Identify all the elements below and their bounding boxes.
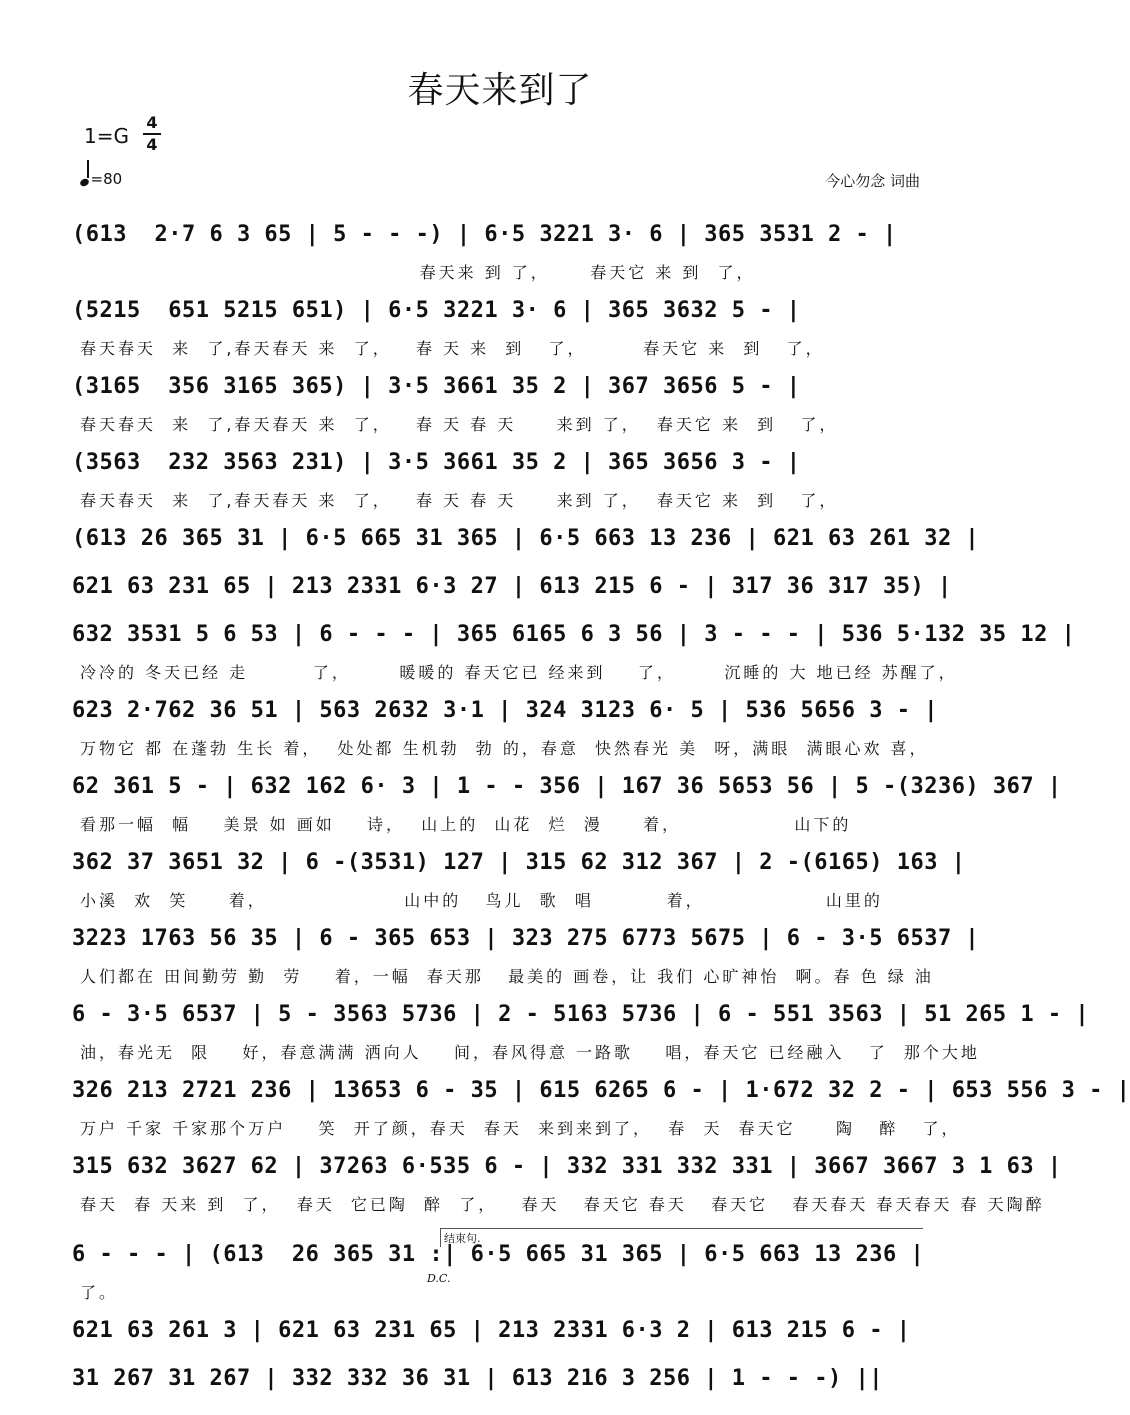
dc-mark: D.C. (427, 1272, 451, 1285)
notation-row: (613 26 365 31 | 6·5 665 31 365 | 6·5 663 13 236 | 621 63 261 32 | (72, 526, 980, 551)
notation-row: 3223 1763 56 35 | 6 - 365 653 | 323 275 6773 5675 | 6 - 3·5 6537 | (72, 926, 980, 951)
lyric-row: 春天来 到 了， 春天它 来 到 了， (80, 263, 756, 282)
notation-row: 6 - - - | (613 26 365 31 :| 6·5 665 31 365 | 6·5 663 13 236 | (72, 1242, 925, 1267)
notation-row: 6 - 3·5 6537 | 5 - 3563 5736 | 2 - 5163 5736 | 6 - 551 3563 | 51 265 1 - | (72, 1002, 1090, 1027)
notation-row: (5215 651 5215 651) | 6·5 3221 3· 6 | 365 3632 5 - | (72, 298, 801, 323)
notation-row: 31 267 31 267 | 332 332 36 31 | 613 216 3 256 | 1 - - -) || (72, 1366, 883, 1391)
lyric-row: 小溪 欢 笑 着， 山中的 鸟儿 歌 唱 着， 山里的 (80, 891, 883, 910)
notation-row: 326 213 2721 236 | 13653 6 - 35 | 615 6265 6 - | 1·672 32 2 - | 653 556 3 - | (72, 1078, 1130, 1103)
key-signature: 1=G (84, 124, 129, 148)
notation-row: (3563 232 3563 231) | 3·5 3661 35 2 | 365 3656 3 - | (72, 450, 801, 475)
tempo-marking (80, 166, 122, 188)
lyric-row: 了。 (80, 1283, 119, 1302)
lyric-row: 万物它 都 在蓬勃 生长 着， 处处都 生机勃 勃 的，春意 快然春光 美 呀，满眼 满眼心欢 喜， (80, 739, 929, 758)
quarter-note-icon (79, 177, 90, 187)
lyric-row: 春天春天 来 了,春天春天 来 了， 春 天 来 到 了， 春天它 来 到 了， (80, 339, 825, 358)
notation-row: 362 37 3651 32 | 6 -(3531) 127 | 315 62 312 367 | 2 -(6165) 163 | (72, 850, 966, 875)
lyric-row: 春天春天 来 了,春天春天 来 了， 春 天 春 天 来到 了， 春天它 来 到 了， (80, 491, 839, 510)
notation-row: 62 361 5 - | 632 162 6· 3 | 1 - - 356 | 167 36 5653 56 | 5 -(3236) 367 | (72, 774, 1062, 799)
lyric-row: 人们都在 田间勤劳 勤 劳 着，一幅 春天那 最美的 画卷，让 我们 心旷神怡 啊。春 色 绿 油 (80, 967, 934, 986)
page-title: 春天来到了 (407, 70, 593, 111)
notation-row: 315 632 3627 62 | 37263 6·535 6 - | 332 331 332 331 | 3667 3667 3 1 63 | (72, 1154, 1062, 1179)
tempo-value: =80 (90, 170, 123, 188)
lyric-row: 油，春光无 限 好，春意满满 洒向人 间，春风得意 一路歌 唱，春天它 已经融入 了 那个大地 (80, 1043, 980, 1062)
time-signature-bottom: 4 (146, 135, 158, 154)
lyric-row: 看那一幅 幅 美景 如 画如 诗， 山上的 山花 烂 漫 着， 山下的 (80, 815, 852, 834)
notation-row: 621 63 231 65 | 213 2331 6·3 27 | 613 215 6 - | 317 36 317 35) | (72, 574, 952, 599)
composer-credit: 今心勿念 词曲 (825, 172, 920, 190)
quarter-note-stem (87, 160, 89, 178)
notation-row: 632 3531 5 6 53 | 6 - - - | 365 6165 6 3 56 | 3 - - - | 536 5·132 35 12 | (72, 622, 1076, 647)
ending-label: 结束句. (440, 1228, 923, 1247)
lyric-row: 春天 春 天来 到 了， 春天 它已陶 醉 了， 春天 春天它 春天 春天它 春天春天 春天春天 春 天陶醉 (80, 1195, 1045, 1214)
notation-row: 623 2·762 36 51 | 563 2632 3·1 | 324 3123 6· 5 | 536 5656 3 - | (72, 698, 938, 723)
lyric-row: 万户 千家 千家那个万户 笑 开了颜，春天 春天 来到来到了， 春 天 春天它 陶 醉 了， (80, 1119, 961, 1138)
lyric-row: 春天春天 来 了,春天春天 来 了， 春 天 春 天 来到 了， 春天它 来 到 了， (80, 415, 839, 434)
notation-row: (3165 356 3165 365) | 3·5 3661 35 2 | 367 3656 5 - | (72, 374, 801, 399)
notation-row: 621 63 261 3 | 621 63 231 65 | 213 2331 6·3 2 | 613 215 6 - | (72, 1318, 911, 1343)
notation-row: (613 2·7 6 3 65 | 5 - - -) | 6·5 3221 3· 6 | 365 3531 2 - | (72, 222, 897, 247)
time-signature (143, 114, 161, 154)
lyric-row: 冷冷的 冬天已经 走 了， 暖暖的 春天它已 经来到 了， 沉睡的 大 地已经 苏醒了， (80, 663, 958, 682)
time-signature-top: 4 (146, 113, 158, 132)
